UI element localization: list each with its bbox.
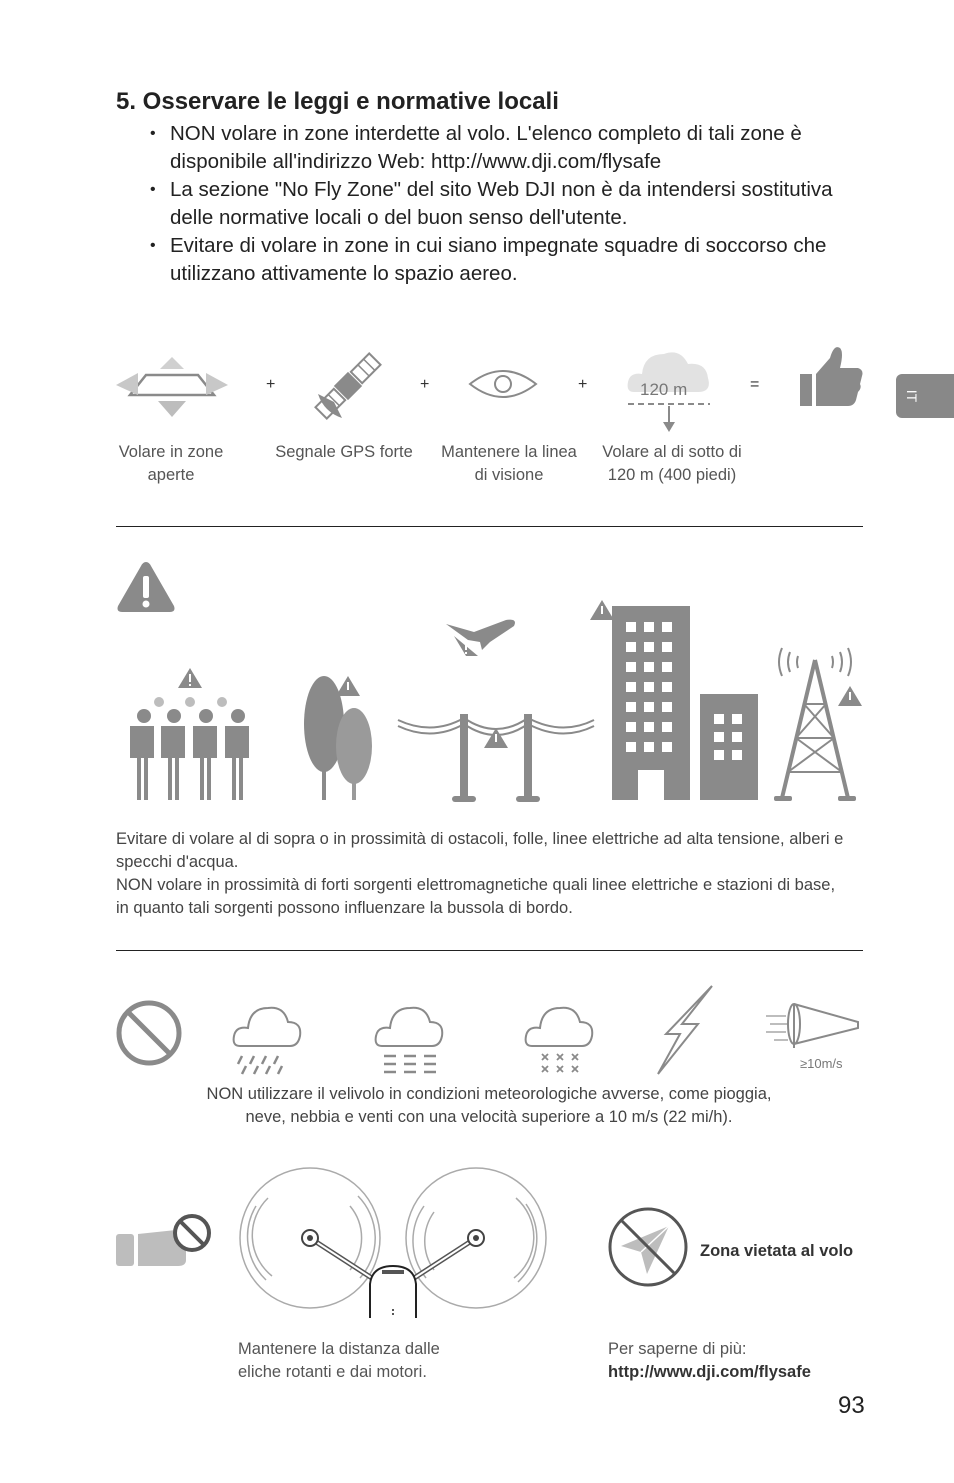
bullet-item: • NON volare in zone interdette al volo. L'elenco completo di tali zone è disponibile all'indirizzo Web: http://www.dji.com/flysafe bbox=[150, 120, 870, 176]
section-title: 5. Osservare le leggi e normative locali bbox=[116, 88, 559, 115]
no-fly-zone-label: Zona vietata al volo bbox=[700, 1242, 854, 1260]
bullet-item: • Evitare di volare in zone in cui siano impegnate squadre di soccorso che utilizzano attivamente lo spazio aereo. bbox=[150, 232, 870, 288]
eye-icon bbox=[468, 364, 538, 404]
rain-icon bbox=[232, 1004, 302, 1076]
language-tab[interactable] bbox=[896, 374, 954, 418]
bullet-item: • La sezione "No Fly Zone" del sito Web DJI non è da intendersi sostitutiva delle normative locali o del buon senso dell'utente. bbox=[150, 176, 870, 232]
altitude-label: 120 m bbox=[640, 380, 688, 399]
caption-open-areas-1: Volare in zone bbox=[118, 443, 224, 461]
plus-sign: + bbox=[266, 376, 276, 393]
warning-icon bbox=[116, 560, 176, 614]
page-number: 93 bbox=[838, 1392, 865, 1419]
crowd-icon bbox=[128, 664, 250, 802]
snow-icon bbox=[524, 1004, 596, 1076]
no-fly-zone-icon bbox=[607, 1206, 689, 1288]
caption-altitude-1: Volare al di sotto di bbox=[602, 443, 742, 461]
thumbs-up-icon bbox=[800, 344, 864, 408]
bullet-list bbox=[150, 120, 870, 288]
caption-gps: Segnale GPS forte bbox=[275, 443, 413, 461]
flysafe-link[interactable]: http://www.dji.com/flysafe bbox=[608, 1363, 811, 1381]
radio-tower-icon bbox=[774, 640, 864, 804]
drone-propellers-icon bbox=[238, 1166, 548, 1318]
caption-altitude-2: 120 m (400 piedi) bbox=[607, 466, 737, 484]
language-tab-label: IT bbox=[904, 389, 921, 403]
windsock-icon bbox=[764, 1000, 860, 1050]
trees-icon bbox=[302, 674, 374, 802]
plus-sign: + bbox=[578, 376, 588, 393]
lightning-icon bbox=[654, 984, 716, 1076]
divider bbox=[116, 526, 863, 527]
obstacles-text-1: Evitare di volare al di sopra o in prossimità di ostacoli, folle, linee elettriche ad alta tensione, alberi e specchi d'acqua. bbox=[116, 830, 844, 871]
plus-sign: + bbox=[420, 376, 430, 393]
no-touch-hand-icon bbox=[116, 1212, 216, 1268]
airplane-icon bbox=[444, 616, 520, 660]
props-text-1: Mantenere la distanza dalle bbox=[238, 1340, 440, 1358]
wind-speed-label: ≥10m/s bbox=[800, 1056, 843, 1071]
caption-open-areas-2: aperte bbox=[147, 466, 195, 484]
power-lines-icon bbox=[396, 710, 596, 804]
buildings-icon bbox=[590, 598, 762, 802]
learn-more-label: Per saperne di più: bbox=[608, 1340, 747, 1358]
open-area-icon bbox=[116, 355, 228, 420]
weather-text-2: neve, nebbia e venti con una velocità superiore a 10 m/s (22 mi/h). bbox=[245, 1108, 733, 1126]
prohibited-icon bbox=[116, 1000, 182, 1066]
props-text-2: eliche rotanti e dai motori. bbox=[238, 1363, 427, 1381]
divider bbox=[116, 950, 863, 951]
fog-icon bbox=[374, 1004, 446, 1076]
weather-text-1: NON utilizzare il velivolo in condizioni meteorologiche avverse, come pioggia, bbox=[206, 1085, 772, 1103]
obstacles-text-2: NON volare in prossimità di forti sorgenti elettromagnetiche quali linee elettriche e stazioni di base, in quanto tali sorgenti possono influenzare la bussola di bordo. bbox=[116, 876, 836, 917]
caption-sight-2: di visione bbox=[474, 466, 544, 484]
satellite-icon bbox=[312, 350, 384, 422]
caption-sight-1: Mantenere la linea bbox=[441, 443, 577, 461]
equals-sign: = bbox=[750, 376, 760, 393]
